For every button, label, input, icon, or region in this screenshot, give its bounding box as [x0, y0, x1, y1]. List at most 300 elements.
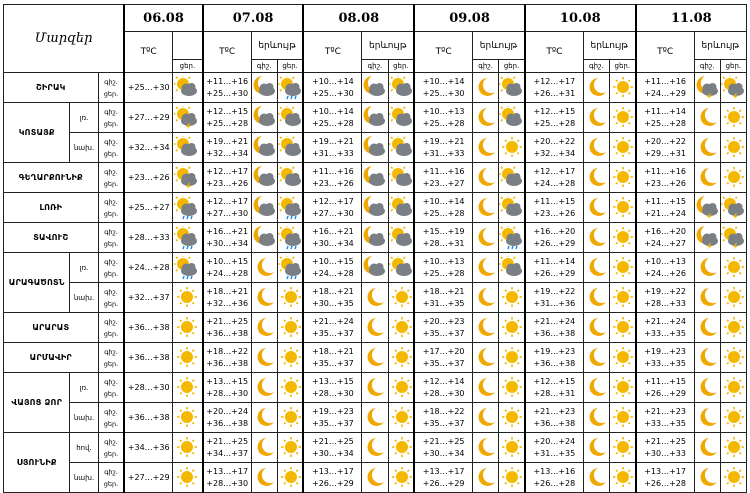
temperature-range [303, 253, 361, 283]
day-weather-icon [609, 343, 635, 373]
day-weather-icon [609, 433, 635, 463]
night-temperature: +21…+25 [206, 316, 249, 326]
temperature-range [203, 73, 251, 103]
night-weather-icon [362, 193, 388, 223]
day-weather-icon [499, 73, 525, 103]
day-temperature: +32…+34 [533, 148, 576, 158]
temperature-day: +34…+36 [124, 433, 172, 463]
day-weather-icon [720, 253, 746, 283]
temperature-range [636, 313, 694, 343]
night-weather-icon [583, 73, 609, 103]
night-weather-icon [251, 313, 277, 343]
night-temperature: +18…+21 [206, 286, 249, 296]
night-temperature: +13…+17 [312, 466, 354, 476]
day-label: ցեր. [103, 419, 119, 428]
night-weather-icon [694, 283, 720, 313]
night-weather-icon [362, 253, 388, 283]
weather-icon [173, 373, 203, 403]
night-weather-icon [473, 373, 499, 403]
temperature-range [303, 103, 361, 133]
night-weather-icon [362, 463, 388, 493]
time-labels [98, 433, 124, 463]
day-weather-icon [277, 403, 303, 433]
night-weather-icon [694, 193, 720, 223]
night-label: գիշ. [104, 137, 118, 146]
day-weather-icon [388, 103, 414, 133]
night-temperature: +18…+22 [206, 346, 249, 356]
temperature-range [525, 193, 583, 223]
day-temperature: +33…+35 [644, 328, 686, 338]
night-temperature: +12…+17 [533, 76, 576, 86]
day-weather-icon [388, 403, 414, 433]
time-labels [98, 103, 124, 133]
weather-icon [173, 283, 203, 313]
temperature-day: +28…+30 [124, 373, 172, 403]
region-name: ՍՅՈՒՆԻՔ [4, 433, 70, 493]
night-temperature: +13…+16 [533, 466, 576, 476]
day-weather-icon [720, 103, 746, 133]
day-weather-icon [499, 223, 525, 253]
day-weather-icon [388, 313, 414, 343]
day-weather-icon [720, 193, 746, 223]
night-weather-icon [583, 433, 609, 463]
day-temperature: +26…+28 [533, 478, 576, 488]
day-weather-icon [609, 403, 635, 433]
night-weather-icon [362, 223, 388, 253]
night-temperature: +18…+22 [422, 406, 465, 416]
day-temperature: +33…+35 [644, 358, 686, 368]
day-label: ցեր. [720, 60, 746, 73]
temperature-range [525, 313, 583, 343]
day-temperature: +30…+34 [312, 448, 354, 458]
temperature-range [636, 283, 694, 313]
temperature-range [303, 163, 361, 193]
night-temperature: +13…+17 [422, 466, 465, 476]
day-weather-icon [277, 433, 303, 463]
night-temperature: +18…+21 [422, 286, 465, 296]
day-temperature: +35…+37 [422, 358, 465, 368]
day-temperature: +26…+29 [644, 388, 686, 398]
day-weather-icon [277, 373, 303, 403]
day-temperature: +27…+30 [206, 208, 249, 218]
day-weather-icon [277, 133, 303, 163]
day-weather-icon [609, 193, 635, 223]
night-weather-icon [694, 373, 720, 403]
day-weather-icon [499, 163, 525, 193]
night-weather-icon [362, 103, 388, 133]
day-weather-icon [720, 373, 746, 403]
night-weather-icon [473, 163, 499, 193]
weather-icon [173, 433, 203, 463]
temp-header: TºC [525, 32, 583, 73]
temperature-range [636, 103, 694, 133]
date-header: 11.08 [636, 5, 747, 32]
temperature-range [636, 373, 694, 403]
night-temperature: +19…+22 [644, 286, 686, 296]
temperature-range [203, 463, 251, 493]
night-label: գիշ. [583, 60, 609, 73]
day-weather-icon [609, 133, 635, 163]
day-label: ցեր. [277, 60, 303, 73]
day-temperature: +31…+36 [533, 298, 576, 308]
night-temperature: +11…+16 [644, 166, 686, 176]
temperature-range [203, 433, 251, 463]
day-temperature: +30…+33 [644, 448, 686, 458]
day-label: ցեր. [388, 60, 414, 73]
region-name: ԿՈՏԱՅՔ [4, 103, 70, 163]
night-temperature: +21…+24 [644, 316, 686, 326]
day-weather-icon [499, 283, 525, 313]
day-temperature: +24…+26 [644, 268, 686, 278]
temperature-range [414, 223, 472, 253]
day-temperature: +36…+38 [206, 328, 249, 338]
night-temperature: +19…+23 [312, 406, 354, 416]
temperature-range [203, 223, 251, 253]
temperature-range [203, 103, 251, 133]
night-weather-icon [694, 163, 720, 193]
day-label: ցեր. [499, 60, 525, 73]
night-temperature: +11…+16 [206, 76, 249, 86]
night-temperature: +21…+25 [312, 436, 354, 446]
temperature-range [303, 313, 361, 343]
day-label: ցեր. [103, 449, 119, 458]
day-temperature: +28…+31 [533, 388, 576, 398]
night-weather-icon [694, 253, 720, 283]
night-weather-icon [251, 163, 277, 193]
day-weather-icon [609, 253, 635, 283]
night-temperature: +10…+15 [206, 256, 249, 266]
day-temperature: +23…+26 [206, 178, 249, 188]
night-temperature: +11…+16 [312, 166, 354, 176]
night-label: գիշ. [104, 257, 118, 266]
day-temperature: +28…+30 [206, 388, 249, 398]
temperature-range [525, 133, 583, 163]
day-weather-icon [499, 313, 525, 343]
day-weather-icon [720, 73, 746, 103]
date-header: 06.08 [124, 5, 203, 32]
day-temperature: +24…+28 [312, 268, 354, 278]
day-temperature: +32…+36 [206, 298, 249, 308]
region-name: ՎԱՅՈՑ ՁՈՐ [4, 373, 70, 433]
day-temperature: +30…+34 [312, 238, 354, 248]
night-temperature: +11…+15 [644, 376, 686, 386]
time-labels [98, 403, 124, 433]
night-weather-icon [362, 283, 388, 313]
night-temperature: +13…+15 [206, 376, 249, 386]
day-weather-icon [609, 283, 635, 313]
temperature-range [636, 163, 694, 193]
day-temperature: +28…+30 [206, 478, 249, 488]
region-name: ԳԵՂԱՐՔՈՒՆԻՔ [4, 163, 99, 193]
day-weather-icon [277, 313, 303, 343]
night-temperature: +10…+13 [422, 256, 465, 266]
weather-icon [173, 133, 203, 163]
night-weather-icon [362, 163, 388, 193]
night-weather-icon [694, 73, 720, 103]
time-labels [98, 373, 124, 403]
region-name: ՏԱՎՈՒՇ [4, 223, 99, 253]
date-header: 10.08 [525, 5, 636, 32]
time-labels [98, 283, 124, 313]
temperature-range [203, 163, 251, 193]
temperature-day: +28…+33 [124, 223, 172, 253]
night-weather-icon [473, 403, 499, 433]
region-name: ՇԻՐԱԿ [4, 73, 99, 103]
date-header: 09.08 [414, 5, 525, 32]
day-temperature: +26…+29 [312, 478, 354, 488]
night-weather-icon [583, 253, 609, 283]
day-label: ցեր. [103, 479, 119, 488]
day-temperature: +25…+28 [644, 118, 686, 128]
day-label: ցեր. [103, 149, 119, 158]
day-label: ցեր. [103, 209, 119, 218]
temperature-range [636, 73, 694, 103]
day-temperature: +35…+37 [422, 418, 465, 428]
day-weather-icon [388, 463, 414, 493]
day-temperature: +35…+37 [312, 418, 354, 428]
day-weather-icon [388, 283, 414, 313]
night-temperature: +11…+14 [533, 256, 576, 266]
day-label: ցեր. [103, 359, 119, 368]
day-weather-icon [388, 373, 414, 403]
day-temperature: +23…+26 [533, 208, 576, 218]
temperature-range [636, 193, 694, 223]
day-weather-icon [609, 463, 635, 493]
temperature-range [414, 343, 472, 373]
phenomenon-header: երևույթ [362, 32, 414, 60]
night-label: գիշ. [104, 107, 118, 116]
day-weather-icon [388, 193, 414, 223]
temperature-range [203, 403, 251, 433]
night-weather-icon [583, 313, 609, 343]
day-weather-icon [720, 463, 746, 493]
night-temperature: +10…+15 [312, 256, 354, 266]
temperature-range [525, 463, 583, 493]
day-temperature: +25…+28 [422, 268, 465, 278]
night-label: գիշ. [251, 60, 277, 73]
day-weather-icon [388, 343, 414, 373]
night-temperature: +20…+23 [422, 316, 465, 326]
night-weather-icon [473, 133, 499, 163]
day-temperature: +25…+28 [422, 208, 465, 218]
temperature-day: +24…+28 [124, 253, 172, 283]
temperature-range [525, 403, 583, 433]
temperature-day: +32…+37 [124, 283, 172, 313]
night-weather-icon [473, 193, 499, 223]
region-name: ԱՐԱՐԱՏ [4, 313, 99, 343]
night-label: գիշ. [362, 60, 388, 73]
night-weather-icon [473, 313, 499, 343]
zone-label: նախ. [70, 403, 98, 433]
day-weather-icon [388, 433, 414, 463]
day-weather-icon [277, 193, 303, 223]
day-weather-icon [499, 103, 525, 133]
date-header: 07.08 [203, 5, 304, 32]
night-weather-icon [362, 373, 388, 403]
day-temperature: +25…+30 [312, 88, 354, 98]
day-weather-icon [277, 283, 303, 313]
day-temperature: +24…+29 [644, 88, 686, 98]
day-weather-icon [720, 343, 746, 373]
day-temperature: +25…+28 [206, 118, 249, 128]
region-name: ԱՐՄԱՎԻՐ [4, 343, 99, 373]
day-temperature: +25…+28 [312, 118, 354, 128]
day-weather-icon [277, 343, 303, 373]
night-temperature: +12…+17 [206, 166, 249, 176]
night-weather-icon [362, 73, 388, 103]
day-weather-icon [277, 463, 303, 493]
day-label: ցեր. [103, 89, 119, 98]
time-labels [98, 223, 124, 253]
day-temperature: +35…+37 [422, 328, 465, 338]
night-temperature: +13…+15 [312, 376, 354, 386]
night-label: գիշ. [104, 467, 118, 476]
phenomenon-header: երևույթ [583, 32, 635, 60]
day-temperature: +23…+27 [422, 178, 465, 188]
day-temperature: +26…+28 [644, 478, 686, 488]
day-temperature: +35…+37 [312, 358, 354, 368]
day-weather-icon [609, 103, 635, 133]
temp-header: TºC [636, 32, 694, 73]
day-weather-icon [720, 133, 746, 163]
day-label: ցեր. [609, 60, 635, 73]
temperature-range [203, 193, 251, 223]
temperature-day: +36…+38 [124, 343, 172, 373]
night-weather-icon [251, 433, 277, 463]
temperature-range [636, 433, 694, 463]
night-temperature: +12…+15 [533, 106, 576, 116]
night-temperature: +10…+13 [644, 256, 686, 266]
day-weather-icon [388, 163, 414, 193]
night-weather-icon [251, 193, 277, 223]
temperature-range [203, 133, 251, 163]
night-temperature: +11…+16 [422, 166, 465, 176]
zone-label: նախ. [70, 463, 98, 493]
night-weather-icon [473, 343, 499, 373]
temperature-day: +36…+38 [124, 403, 172, 433]
night-temperature: +10…+14 [312, 106, 354, 116]
temperature-range [414, 103, 472, 133]
temperature-range [525, 73, 583, 103]
day-temperature: +36…+38 [533, 358, 576, 368]
time-labels [98, 313, 124, 343]
night-weather-icon [251, 403, 277, 433]
region-name: ԼՈՌԻ [4, 193, 99, 223]
weather-icon [173, 343, 203, 373]
temperature-range [303, 283, 361, 313]
phenomenon-header [173, 32, 203, 60]
day-temperature: +24…+27 [644, 238, 686, 248]
zone-label: լռ. [70, 373, 98, 403]
temperature-range [203, 253, 251, 283]
night-temperature: +19…+21 [206, 136, 249, 146]
night-weather-icon [583, 223, 609, 253]
night-weather-icon [362, 313, 388, 343]
temperature-range [414, 163, 472, 193]
day-weather-icon [499, 433, 525, 463]
night-weather-icon [473, 103, 499, 133]
region-name: ԱՐԱԳԱԾՈՏՆ [4, 253, 70, 313]
night-temperature: +12…+17 [206, 196, 249, 206]
day-temperature: +31…+35 [533, 448, 576, 458]
day-temperature: +28…+30 [312, 388, 354, 398]
day-label: ցեր. [103, 269, 119, 278]
night-label: գիշ. [473, 60, 499, 73]
day-temperature: +36…+38 [533, 418, 576, 428]
night-weather-icon [473, 73, 499, 103]
temperature-range [636, 133, 694, 163]
night-weather-icon [694, 403, 720, 433]
temperature-range [636, 343, 694, 373]
night-weather-icon [473, 463, 499, 493]
day-temperature: +25…+30 [422, 88, 465, 98]
night-weather-icon [694, 433, 720, 463]
day-temperature: +28…+33 [644, 298, 686, 308]
temperature-day: +27…+29 [124, 103, 172, 133]
day-temperature: +26…+29 [422, 478, 465, 488]
night-weather-icon [694, 103, 720, 133]
night-temperature: +18…+21 [312, 346, 354, 356]
night-weather-icon [473, 253, 499, 283]
weather-icon [173, 193, 203, 223]
day-temperature: +28…+31 [422, 238, 465, 248]
day-weather-icon [609, 73, 635, 103]
weather-icon [173, 103, 203, 133]
night-label: գիշ. [104, 407, 118, 416]
night-temperature: +12…+15 [206, 106, 249, 116]
temperature-range [414, 283, 472, 313]
day-weather-icon [609, 223, 635, 253]
day-weather-icon [499, 403, 525, 433]
night-label: գիշ. [694, 60, 720, 73]
night-temperature: +20…+24 [206, 406, 249, 416]
night-label: գիշ. [104, 197, 118, 206]
temperature-range [303, 73, 361, 103]
day-weather-icon [720, 223, 746, 253]
night-temperature: +21…+24 [312, 316, 354, 326]
day-temperature: +36…+38 [206, 358, 249, 368]
day-weather-icon [277, 73, 303, 103]
temperature-range [414, 133, 472, 163]
temperature-range [414, 193, 472, 223]
night-weather-icon [251, 283, 277, 313]
temperature-range [303, 463, 361, 493]
day-weather-icon [277, 253, 303, 283]
temperature-range [414, 433, 472, 463]
night-temperature: +19…+23 [533, 346, 576, 356]
night-weather-icon [583, 193, 609, 223]
night-weather-icon [473, 433, 499, 463]
day-weather-icon [720, 433, 746, 463]
night-weather-icon [583, 403, 609, 433]
zone-label: նախ. [70, 283, 98, 313]
date-header: 08.08 [303, 5, 414, 32]
zone-label: նախ. [70, 133, 98, 163]
temperature-day: +32…+34 [124, 133, 172, 163]
night-weather-icon [694, 343, 720, 373]
day-temperature: +36…+38 [533, 328, 576, 338]
temperature-range [303, 403, 361, 433]
temperature-range [525, 433, 583, 463]
night-weather-icon [583, 283, 609, 313]
night-temperature: +21…+23 [644, 406, 686, 416]
night-label: գիշ. [104, 437, 118, 446]
day-temperature: +34…+37 [206, 448, 249, 458]
night-weather-icon [251, 343, 277, 373]
night-weather-icon [362, 403, 388, 433]
day-weather-icon [277, 223, 303, 253]
day-label: ցեր. [103, 119, 119, 128]
